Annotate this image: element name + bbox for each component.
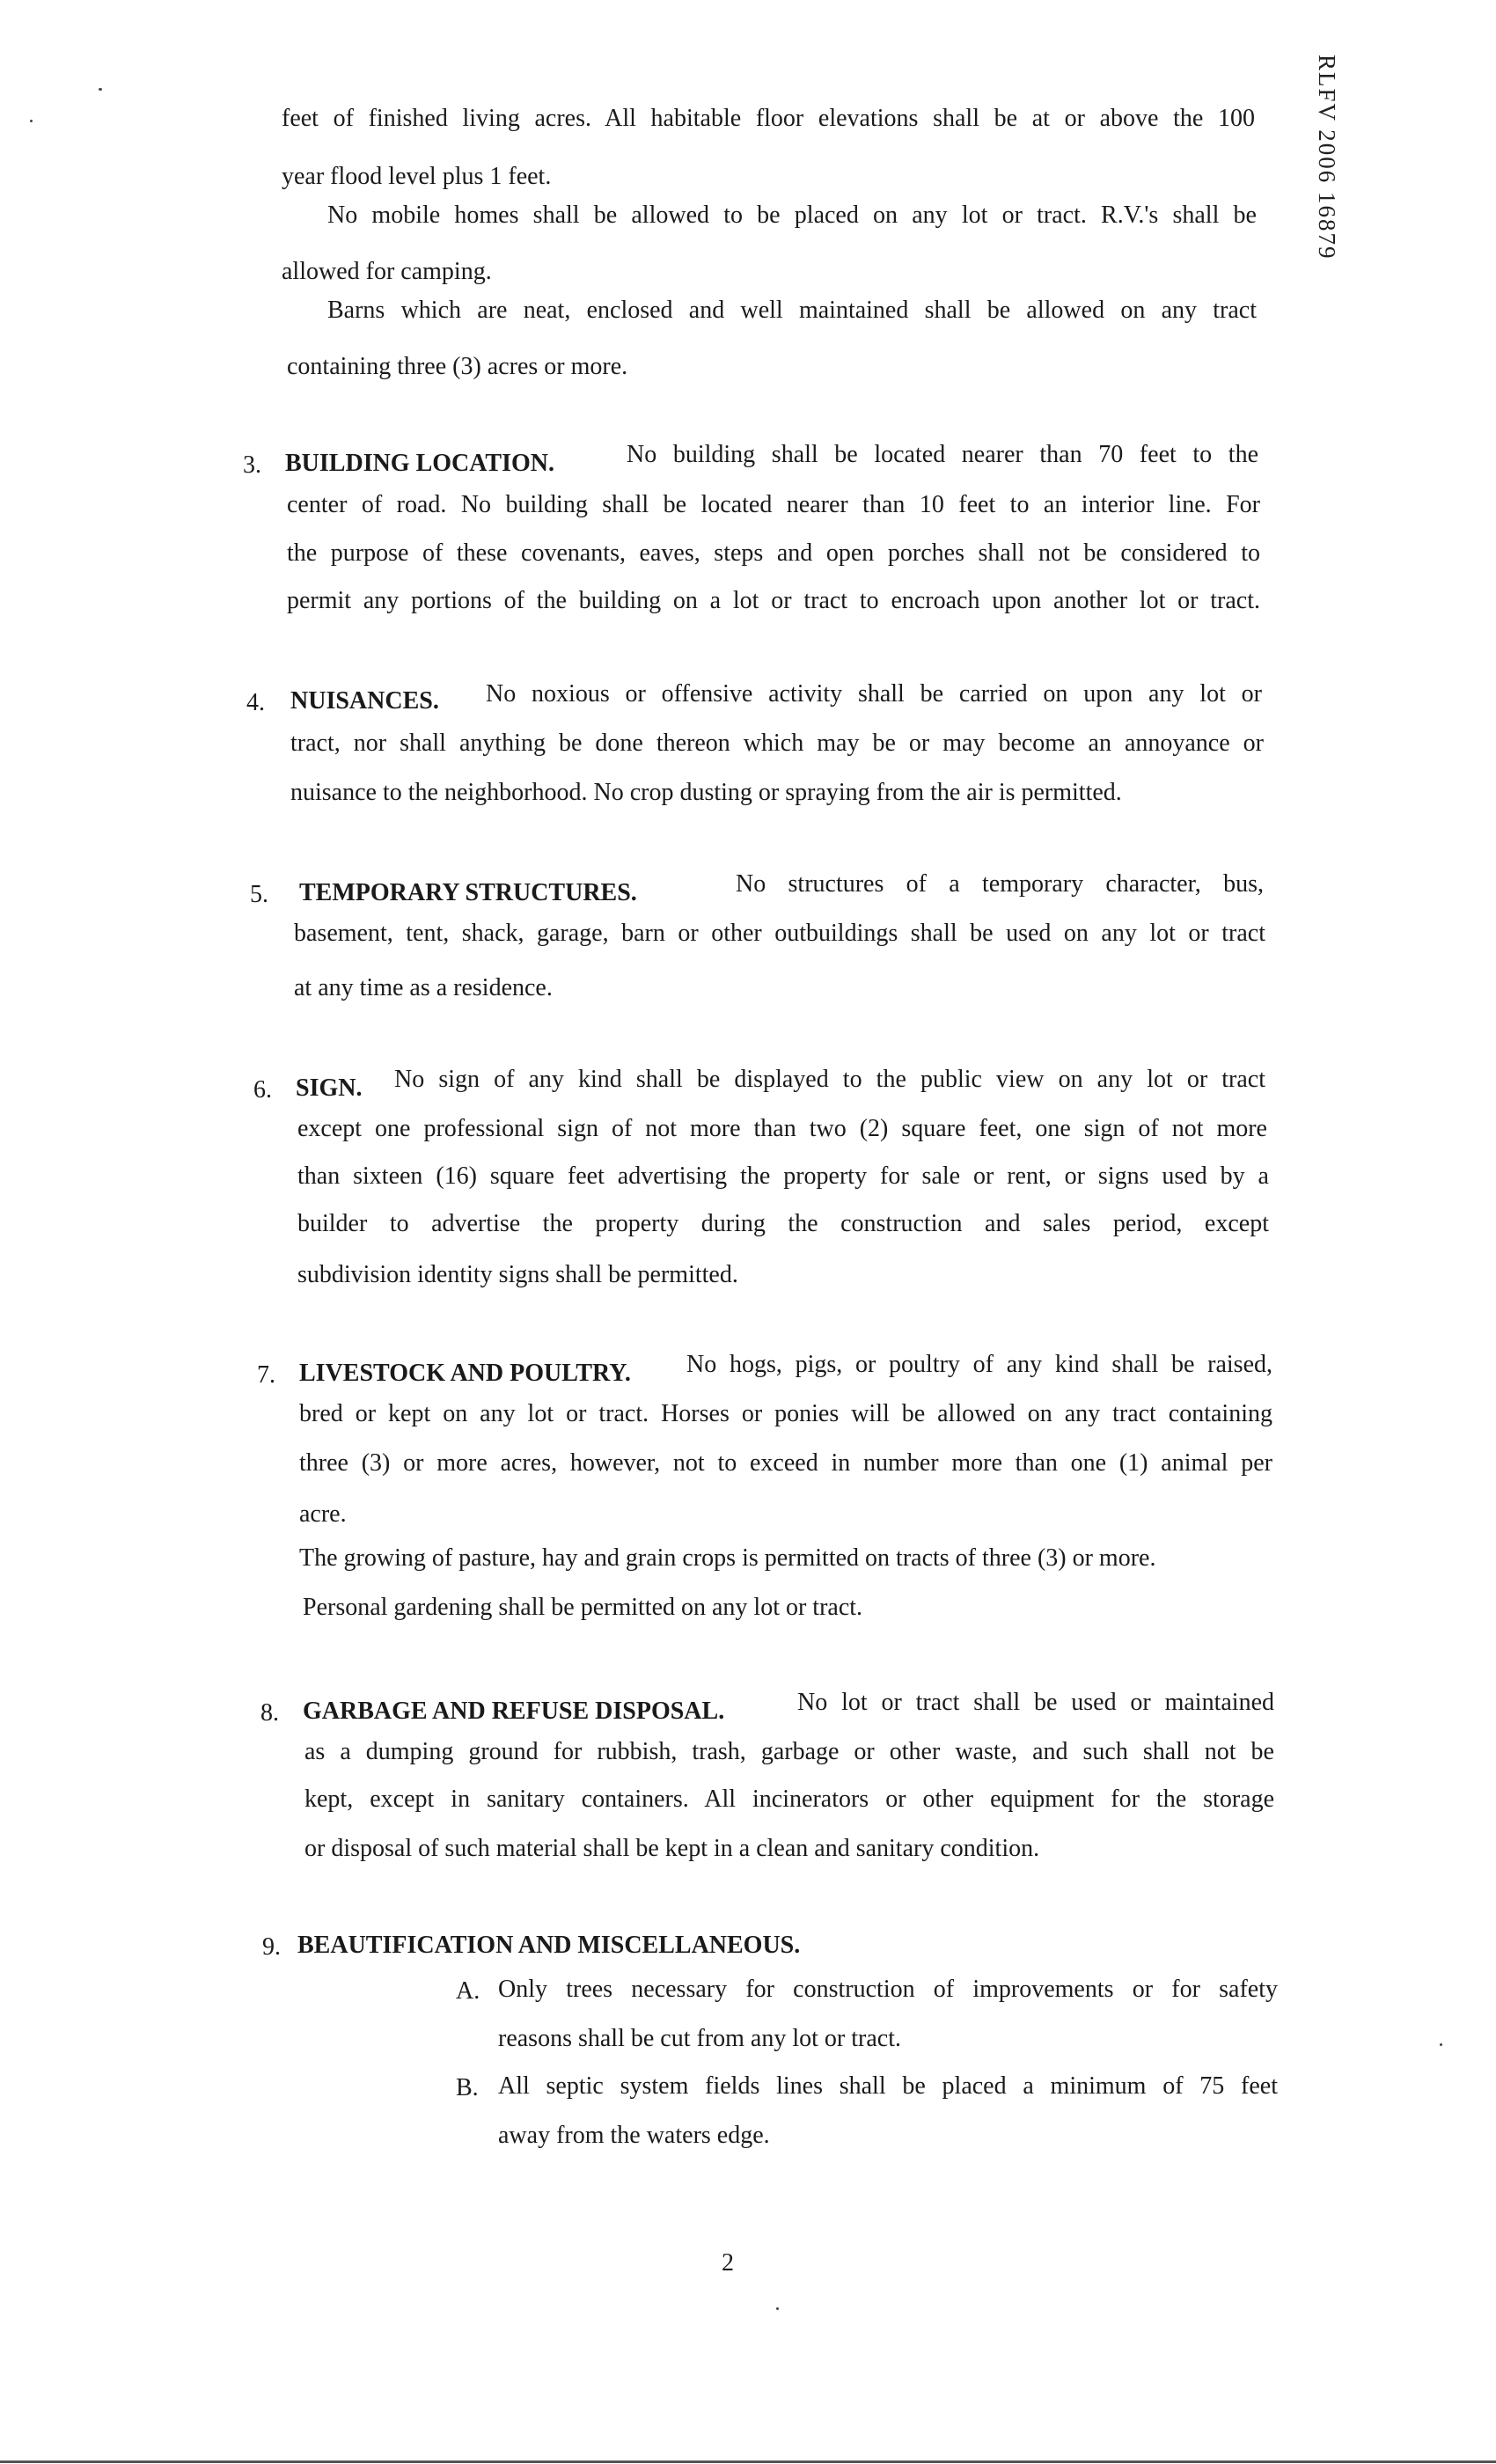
intro-line: containing three (3) acres or more. [287,353,628,380]
section-line: acre. [299,1500,347,1528]
recording-stamp: RLFV 2006 16879 [1314,55,1340,260]
section-title-livestock-and-poultry: LIVESTOCK AND POULTRY. [299,1360,631,1387]
section-number: 3. [243,451,261,479]
intro-line: feet of finished living acres. All habitable floor elevations shall be at or above the 100 [282,105,1255,132]
section-line: No noxious or offensive activity shall be carried on upon any lot or [486,680,1262,708]
section-number: 6. [253,1076,272,1104]
subitem-line: reasons shall be cut from any lot or tract. [498,2025,901,2052]
section-line: No building shall be located nearer than 70 feet to the [627,441,1258,468]
section-title-nuisances: NUISANCES. [290,687,439,715]
intro-line: No mobile homes shall be allowed to be placed on any lot or tract. R.V.'s shall be [327,202,1257,229]
subitem-label: B. [456,2074,479,2101]
section-line: builder to advertise the property during the construction and sales period, except [297,1210,1269,1237]
section-line: tract, nor shall anything be done thereon which may be or may become an annoyance or [290,730,1264,757]
intro-line: year flood level plus 1 feet. [282,163,552,190]
section-title-sign: SIGN. [296,1074,363,1102]
subitem-line: Only trees necessary for construction of improvements or for safety [498,1976,1278,2003]
section-line: The growing of pasture, hay and grain crops is permitted on tracts of three (3) or more. [299,1544,1156,1572]
scan-speck [1440,2043,1442,2046]
section-line: as a dumping ground for rubbish, trash, garbage or other waste, and such shall not be [304,1738,1274,1765]
scan-speck [776,2307,779,2310]
section-line: permit any portions of the building on a lot or tract to encroach upon another lot or tract. [287,587,1260,614]
section-line: No sign of any kind shall be displayed to the public view on any lot or tract [394,1066,1265,1093]
section-line: subdivision identity signs shall be permitted. [297,1261,738,1288]
section-line: at any time as a residence. [294,974,553,1001]
section-line: or disposal of such material shall be kept in a clean and sanitary condition. [304,1835,1040,1862]
section-title-temporary-structures: TEMPORARY STRUCTURES. [299,879,637,906]
section-number: 5. [250,881,268,908]
section-title-building-location: BUILDING LOCATION. [285,450,554,477]
intro-line: Barns which are neat, enclosed and well maintained shall be allowed on any tract [327,297,1257,324]
section-line: the purpose of these covenants, eaves, steps and open porches shall not be considered to [287,539,1260,567]
section-line: No structures of a temporary character, bus, [736,870,1264,898]
section-number: 8. [260,1699,279,1727]
section-line: nuisance to the neighborhood. No crop dusting or spraying from the air is permitted. [290,779,1122,806]
section-number: 9. [262,1933,281,1961]
section-line: than sixteen (16) square feet advertising the property for sale or rent, or signs used by a [297,1162,1269,1190]
section-line: bred or kept on any lot or tract. Horses or ponies will be allowed on any tract containing [299,1400,1272,1427]
section-line: basement, tent, shack, garage, barn or other outbuildings shall be used on any lot or tract [294,920,1265,947]
section-title-garbage-and-refuse-disposal: GARBAGE AND REFUSE DISPOSAL. [303,1698,725,1725]
section-line: three (3) or more acres, however, not to exceed in number more than one (1) animal per [299,1449,1272,1477]
subitem-label: A. [456,1977,480,2005]
section-line: kept, except in sanitary containers. All incinerators or other equipment for the storage [304,1786,1274,1813]
section-line: center of road. No building shall be located nearer than 10 feet to an interior line. For [287,491,1260,518]
scan-edge-line [0,2460,1496,2463]
subitem-line: All septic system fields lines shall be placed a minimum of 75 feet [498,2072,1278,2100]
section-line: No lot or tract shall be used or maintained [797,1689,1274,1716]
scan-speck [30,120,33,122]
section-number: 4. [246,689,265,716]
section-line: except one professional sign of not more than two (2) square feet, one sign of not more [297,1115,1267,1142]
scan-speck [99,88,102,91]
section-number: 7. [257,1361,275,1389]
section-line: Personal gardening shall be permitted on any lot or tract. [303,1594,863,1621]
section-title-beautification-and-miscellaneous: BEAUTIFICATION AND MISCELLANEOUS. [297,1932,801,1959]
subitem-line: away from the waters edge. [498,2122,770,2149]
intro-line: allowed for camping. [282,258,492,285]
page-number: 2 [722,2249,734,2277]
section-line: No hogs, pigs, or poultry of any kind shall be raised, [686,1351,1272,1378]
